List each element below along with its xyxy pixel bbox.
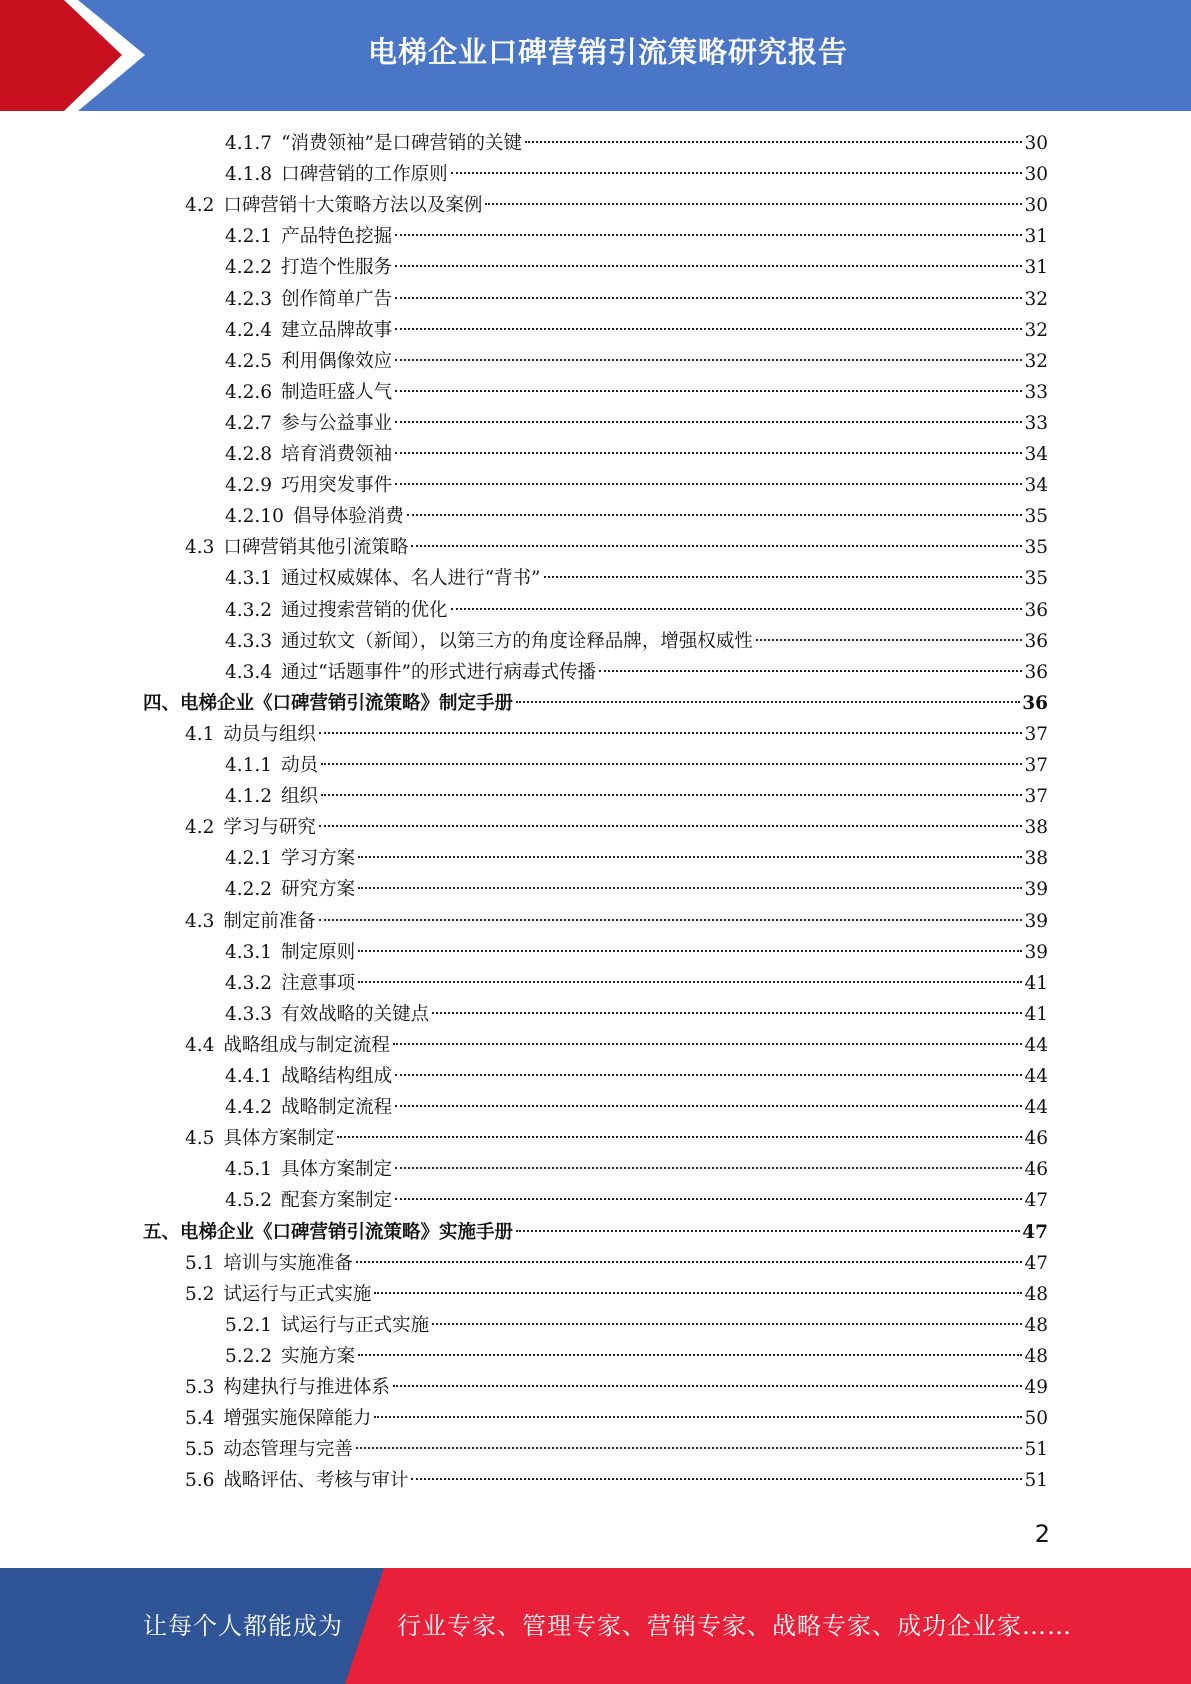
toc-entry[interactable]: [225, 1092, 1048, 1123]
toc-entry-number: 4.1.1: [225, 755, 273, 776]
toc-entry[interactable]: [225, 439, 1048, 470]
toc-entry-title: 注意事项: [281, 972, 356, 994]
toc-entry-page: 38: [1024, 817, 1048, 839]
toc-entry[interactable]: [225, 843, 1048, 874]
toc-entry-page: 35: [1024, 537, 1048, 559]
toc-entry-title: 口碑营销十大策略方法以及案例: [223, 195, 483, 217]
toc-entry-number: 4.4: [185, 1034, 215, 1056]
toc-entry-page: 36: [1024, 661, 1048, 683]
toc-entry-title: 通过“话题事件”的形式进行病毒式传播: [281, 661, 596, 683]
toc-entry-page: 39: [1024, 910, 1048, 932]
toc-entry-page: 30: [1024, 133, 1048, 154]
toc-entry-page: 37: [1024, 786, 1048, 808]
toc-entry[interactable]: [185, 906, 1048, 937]
toc-entry-number: 4.2.10: [225, 506, 284, 528]
toc-entry-page: 36: [1022, 692, 1048, 714]
toc-entry-page: 32: [1024, 288, 1048, 310]
toc-dot-leader: [516, 1229, 1020, 1232]
toc-entry-page: 49: [1024, 1377, 1048, 1398]
toc-entry-page: 36: [1024, 599, 1048, 621]
toc-dot-leader: [599, 669, 1022, 672]
toc-entry-page: 31: [1024, 257, 1048, 279]
toc-entry-title: 组织: [281, 786, 319, 808]
toc-entry-title: 倡导体验消费: [292, 506, 404, 528]
toc-entry-number: 五、: [143, 1221, 181, 1243]
toc-entry-page: 38: [1024, 848, 1048, 870]
toc-entry-number: 4.5: [185, 1128, 215, 1150]
toc-entry-number: 4.2.8: [225, 444, 273, 465]
toc-entry-title: 通过软文（新闻），以第三方的角度诠释品牌，增强权威性: [281, 630, 753, 652]
toc-entry[interactable]: [225, 315, 1048, 346]
footer-slogan-right: 行业专家、管理专家、营销专家、战略专家、成功企业家……: [397, 1612, 1072, 1640]
toc-dot-leader: [393, 1384, 1023, 1387]
toc-entry[interactable]: [143, 688, 1048, 719]
toc-dot-leader: [516, 700, 1020, 703]
toc-entry[interactable]: [185, 532, 1048, 563]
toc-dot-leader: [374, 1291, 1022, 1294]
toc-entry-page: 41: [1024, 972, 1048, 994]
toc-entry[interactable]: [225, 968, 1048, 999]
toc-entry-page: 48: [1024, 1314, 1048, 1336]
toc-entry[interactable]: [225, 252, 1048, 283]
toc-entry-title: 有效战略的关键点: [281, 1003, 430, 1025]
toc-entry[interactable]: [225, 346, 1048, 377]
toc-entry-title: 战略结构组成: [281, 1066, 393, 1087]
toc-dot-leader: [393, 1042, 1023, 1045]
toc-entry-page: 44: [1024, 1034, 1048, 1056]
toc-entry-page: 50: [1024, 1408, 1048, 1430]
toc-entry-page: 35: [1024, 568, 1048, 590]
toc-entry-number: 5.2: [185, 1283, 215, 1305]
toc-entry-title: 战略制定流程: [281, 1097, 393, 1119]
toc-entry[interactable]: [185, 1434, 1048, 1465]
toc-entry-page: 47: [1022, 1221, 1048, 1243]
toc-entry-number: 4.2.1: [225, 226, 273, 248]
toc-entry-number: 4.1.7: [225, 133, 273, 154]
toc-dot-leader: [451, 171, 1023, 174]
toc-dot-leader: [319, 918, 1023, 921]
page-header: [0, 0, 1191, 111]
toc-entry-page: 39: [1024, 879, 1048, 901]
toc-entry-number: 5.2.2: [225, 1345, 273, 1367]
toc-dot-leader: [356, 1446, 1023, 1449]
toc-entry-page: 44: [1024, 1066, 1048, 1087]
toc-entry-number: 4.3.3: [225, 1003, 273, 1025]
toc-entry-title: 实施方案: [281, 1345, 356, 1367]
toc-entry[interactable]: [185, 812, 1048, 843]
toc-entry[interactable]: [225, 470, 1048, 501]
toc-entry-page: 30: [1024, 164, 1048, 186]
toc-entry[interactable]: [225, 937, 1048, 968]
toc-entry-page: 39: [1024, 941, 1048, 963]
toc-entry[interactable]: [225, 626, 1048, 657]
toc-dot-leader: [395, 1104, 1022, 1107]
toc-dot-leader: [395, 482, 1022, 485]
toc-dot-leader: [395, 296, 1022, 299]
toc-entry-number: 4.2.4: [225, 319, 273, 341]
toc-dot-leader: [319, 731, 1023, 734]
toc-entry[interactable]: [225, 1185, 1048, 1216]
toc-entry-page: 32: [1024, 319, 1048, 341]
page-number: 2: [1034, 1520, 1050, 1548]
toc-entry[interactable]: [225, 595, 1048, 626]
toc-entry-number: 4.3: [185, 537, 215, 559]
toc-dot-leader: [358, 949, 1022, 952]
toc-entry[interactable]: [225, 657, 1048, 688]
toc-dot-leader: [395, 264, 1022, 267]
toc-entry-number: 4.2.3: [225, 288, 273, 310]
toc-dot-leader: [756, 638, 1023, 641]
toc-entry-page: 47: [1024, 1190, 1048, 1212]
toc-entry-title: 构建执行与推进体系: [223, 1377, 390, 1398]
toc-entry-title: 配套方案制定: [281, 1190, 393, 1212]
toc-entry-number: 5.6: [185, 1470, 215, 1492]
toc-entry-title: 试运行与正式实施: [281, 1314, 430, 1336]
toc-entry-page: 33: [1024, 412, 1048, 434]
toc-entry-title: 学习与研究: [223, 817, 316, 839]
toc-entry-title: 建立品牌故事: [281, 319, 393, 341]
toc-dot-leader: [395, 1197, 1022, 1200]
toc-dot-leader: [358, 886, 1022, 889]
report-title: 电梯企业口碑营销引流策略研究报告: [367, 35, 848, 69]
toc-entry-page: 36: [1024, 630, 1048, 652]
toc-entry-number: 4.3.1: [225, 941, 273, 963]
toc-entry-page: 34: [1024, 475, 1048, 497]
toc-entry-number: 4.1.8: [225, 164, 273, 186]
toc-entry[interactable]: [185, 1248, 1048, 1279]
toc-entry[interactable]: [225, 408, 1048, 439]
toc-dot-leader: [395, 420, 1022, 423]
toc-entry-title: 电梯企业《口碑营销引流策略》制定手册: [180, 692, 514, 714]
toc-entry[interactable]: [225, 284, 1048, 315]
toc-dot-leader: [395, 1073, 1022, 1076]
toc-entry[interactable]: [225, 750, 1048, 781]
toc-dot-leader: [395, 233, 1022, 236]
toc-entry[interactable]: [225, 563, 1048, 594]
toc-entry-title: 通过权威媒体、名人进行“背书”: [281, 568, 541, 590]
toc-dot-leader: [321, 762, 1022, 765]
footer-slogan-left: 让每个人都能成为: [143, 1612, 343, 1640]
toc-entry-number: 4.2.7: [225, 412, 273, 434]
toc-dot-leader: [395, 1166, 1022, 1169]
toc-dot-leader: [337, 1135, 1022, 1138]
toc-entry-page: 46: [1024, 1159, 1048, 1181]
toc-entry-title: 制定原则: [281, 941, 356, 963]
toc-dot-leader: [395, 327, 1022, 330]
toc-entry-title: 战略组成与制定流程: [223, 1034, 390, 1056]
toc-entry[interactable]: [185, 1123, 1048, 1154]
toc-entry-title: 制定前准备: [223, 910, 316, 932]
toc-entry-title: “消费领袖”是口碑营销的关键: [281, 133, 522, 154]
toc-entry[interactable]: [185, 719, 1048, 750]
toc-entry-page: 37: [1024, 755, 1048, 776]
toc-entry-page: 44: [1024, 1097, 1048, 1119]
toc-entry-page: 31: [1024, 226, 1048, 248]
toc-entry-title: 战略评估、考核与审计: [223, 1470, 409, 1492]
toc-dot-leader: [525, 140, 1022, 143]
toc-entry-number: 5.2.1: [225, 1314, 273, 1336]
toc-entry[interactable]: [225, 501, 1048, 532]
toc-entry-number: 4.5.2: [225, 1190, 273, 1212]
toc-entry[interactable]: [225, 874, 1048, 905]
toc-entry-number: 4.5.1: [225, 1159, 273, 1181]
toc-entry-title: 口碑营销其他引流策略: [223, 537, 409, 559]
toc-entry-page: 51: [1024, 1439, 1048, 1461]
toc-entry[interactable]: [225, 221, 1048, 252]
toc-entry-page: 51: [1024, 1470, 1048, 1492]
toc-entry-title: 具体方案制定: [223, 1128, 335, 1150]
toc-dot-leader: [395, 451, 1022, 454]
toc-entry-number: 4.3: [185, 910, 215, 932]
toc-entry[interactable]: [185, 1372, 1048, 1403]
toc-entry-number: 5.5: [185, 1439, 215, 1461]
toc-entry-title: 动态管理与完善: [223, 1439, 353, 1461]
toc-entry-page: 35: [1024, 506, 1048, 528]
toc-entry-number: 4.3.4: [225, 661, 273, 683]
toc-entry-title: 产品特色挖掘: [281, 226, 393, 248]
toc-entry-number: 4.2.2: [225, 879, 273, 901]
toc-entry-page: 47: [1024, 1252, 1048, 1274]
toc-entry-title: 具体方案制定: [281, 1159, 393, 1181]
toc-dot-leader: [411, 544, 1022, 547]
toc-entry-page: 33: [1024, 381, 1048, 403]
toc-entry[interactable]: [225, 1154, 1048, 1185]
toc-dot-leader: [544, 575, 1023, 578]
toc-entry-title: 动员与组织: [223, 723, 316, 745]
toc-dot-leader: [358, 980, 1022, 983]
toc-entry-number: 4.1: [185, 723, 215, 745]
toc-entry[interactable]: [185, 1279, 1048, 1310]
toc-entry[interactable]: [225, 128, 1048, 159]
toc-entry-title: 培训与实施准备: [223, 1252, 353, 1274]
toc-entry-title: 制造旺盛人气: [281, 381, 393, 403]
toc-dot-leader: [356, 1260, 1023, 1263]
toc-entry-title: 动员: [281, 755, 319, 776]
toc-entry-title: 口碑营销的工作原则: [281, 164, 448, 186]
toc-entry-number: 4.2.5: [225, 350, 273, 372]
toc-entry-title: 巧用突发事件: [281, 475, 393, 497]
toc-dot-leader: [485, 202, 1022, 205]
toc-entry-number: 4.2.1: [225, 848, 273, 870]
toc-entry-page: 41: [1024, 1003, 1048, 1025]
toc-entry[interactable]: [225, 159, 1048, 190]
toc-entry-page: 34: [1024, 444, 1048, 465]
toc-entry-title: 研究方案: [281, 879, 356, 901]
toc-entry-title: 参与公益事业: [281, 412, 393, 434]
toc-entry-title: 创作简单广告: [281, 288, 393, 310]
toc-entry-number: 5.3: [185, 1377, 215, 1398]
toc-entry[interactable]: [225, 1310, 1048, 1341]
toc-entry-title: 利用偶像效应: [281, 350, 393, 372]
toc-entry[interactable]: [185, 1465, 1048, 1496]
toc-entry[interactable]: [185, 190, 1048, 221]
toc-entry-number: 4.2: [185, 195, 215, 217]
toc-entry-number: 4.2.9: [225, 475, 273, 497]
toc-entry-title: 试运行与正式实施: [223, 1283, 372, 1305]
toc-entry-number: 5.4: [185, 1408, 215, 1430]
toc-dot-leader: [358, 855, 1022, 858]
toc-entry[interactable]: [185, 1030, 1048, 1061]
toc-dot-leader: [319, 824, 1023, 827]
toc-entry[interactable]: [225, 999, 1048, 1030]
toc-entry-title: 通过搜索营销的优化: [281, 599, 448, 621]
toc-entry-number: 4.4.1: [225, 1066, 273, 1087]
page-footer: [0, 1568, 1191, 1684]
toc-entry-number: 4.4.2: [225, 1097, 273, 1119]
toc-entry[interactable]: [225, 1341, 1048, 1372]
toc-dot-leader: [451, 607, 1023, 610]
toc-entry[interactable]: [185, 1403, 1048, 1434]
toc-dot-leader: [411, 1477, 1022, 1480]
toc-entry-number: 4.2: [185, 817, 215, 839]
toc-entry-title: 学习方案: [281, 848, 356, 870]
toc-entry-number: 5.1: [185, 1252, 215, 1274]
toc-entry-number: 4.1.2: [225, 786, 273, 808]
toc-entry-number: 4.2.6: [225, 381, 273, 403]
toc-entry-number: 4.3.3: [225, 630, 273, 652]
toc-entry-page: 32: [1024, 350, 1048, 372]
toc-entry-title: 打造个性服务: [281, 257, 393, 279]
toc-dot-leader: [432, 1322, 1022, 1325]
toc-dot-leader: [432, 1011, 1022, 1014]
toc-entry-number: 四、: [143, 692, 181, 714]
toc-dot-leader: [395, 358, 1022, 361]
toc-entry-page: 46: [1024, 1128, 1048, 1150]
toc-entry-page: 48: [1024, 1345, 1048, 1367]
toc-entry-number: 4.3.1: [225, 568, 273, 590]
toc-entry-number: 4.3.2: [225, 972, 273, 994]
toc-entry-page: 30: [1024, 195, 1048, 217]
toc-entry[interactable]: [143, 1217, 1048, 1248]
toc-entry-title: 增强实施保障能力: [223, 1408, 372, 1430]
toc-dot-leader: [374, 1415, 1022, 1418]
toc-entry-number: 4.3.2: [225, 599, 273, 621]
toc-dot-leader: [407, 513, 1023, 516]
toc-dot-leader: [321, 793, 1022, 796]
toc-entry[interactable]: [225, 1061, 1048, 1092]
toc-dot-leader: [395, 389, 1022, 392]
toc-entry-number: 4.2.2: [225, 257, 273, 279]
toc-entry-title: 培育消费领袖: [281, 444, 393, 465]
toc-entry-page: 48: [1024, 1283, 1048, 1305]
toc-entry-page: 37: [1024, 723, 1048, 745]
toc-entry-title: 电梯企业《口碑营销引流策略》实施手册: [180, 1221, 514, 1243]
toc-dot-leader: [358, 1353, 1022, 1356]
toc-entry[interactable]: [225, 377, 1048, 408]
toc-entry[interactable]: [225, 781, 1048, 812]
